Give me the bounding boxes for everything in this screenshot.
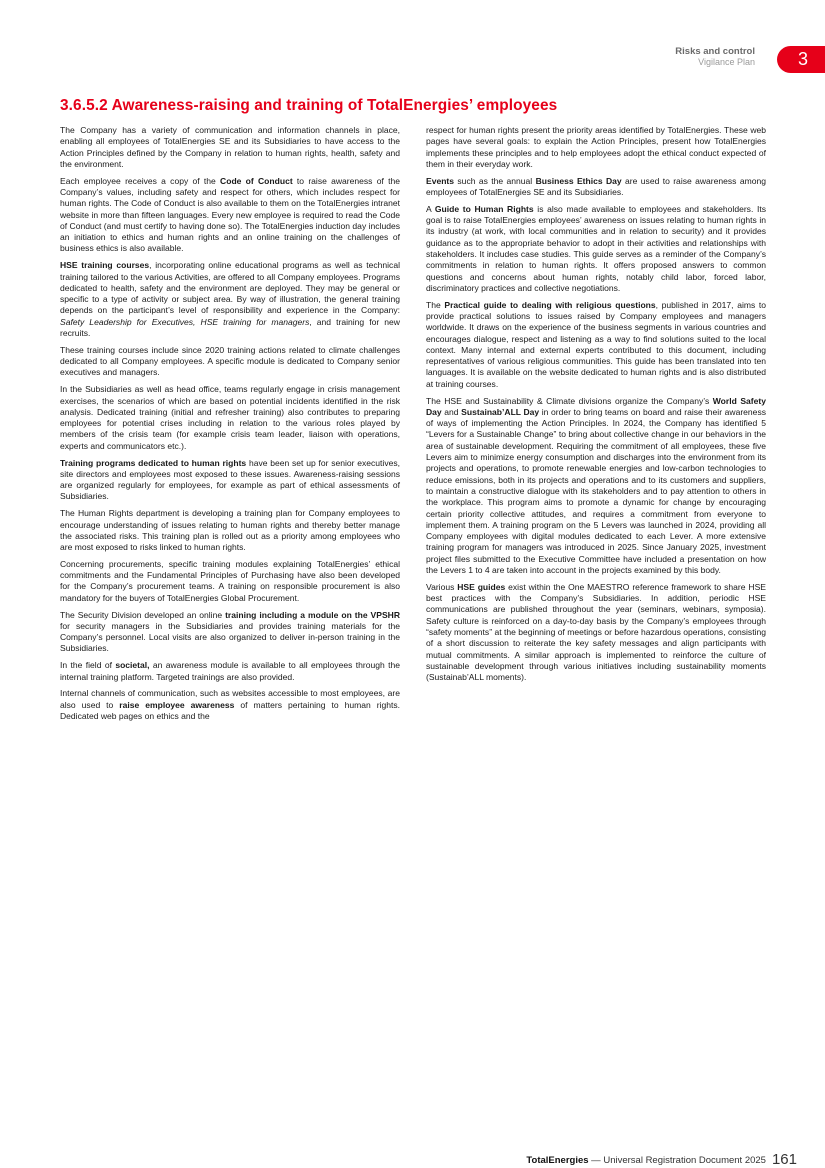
paragraph: In the Subsidiaries as well as head office, teams regularly engage in crisis management exercises, the scenarios of which are based on potential incidents identified in the risk analysis. Dedicated training (initial and refresher training) also contributes to preparing employees for potential crises including in relation to the various roles played by members of the crisis team (for example crisis team leader, liaison with operations, experts and communicators etc.). (60, 384, 400, 451)
paragraph: Various HSE guides exist within the One MAESTRO reference framework to share HSE best practices with the Company’s Subsidiaries. In addition, periodic HSE communications are published throughout the year (seminars, webinars, symposia). Safety culture is reinforced on a day-to-day basis by the Company’s employees through “safety moments” at the beginning of meetings or before hazardous operations, consisting of a short discussion to reiterate the key safety messages and align participants with mutual commitments. A similar approach is implemented to reinforce the culture of sustainable development through various initiatives including sustainability moments (Sustainab’ALL moments). (426, 581, 766, 683)
left-column (60, 125, 400, 728)
paragraph: Training programs dedicated to human rights have been set up for senior executives, site directors and employees most exposed to these issues. Awareness-raising sessions are organized regularly for employees, for example as part of ethical assessments of Subsidiaries. (60, 457, 400, 502)
footer-separator: — (588, 1155, 604, 1166)
paragraph: The HSE and Sustainability & Climate divisions organize the Company’s World Safety Day and Sustainab’ALL Day in order to bring teams on board and raise their awareness of ways of implementing the Action Principles. In 2024, the Company has identified 5 “Levers for a Sustainable Change” to bring about collective change in our behaviors in the area of sustainable development. Requiring the commitment of all employees, these five Levers aim to minimize energy consumption and discharges into the environment from its projects and operations, to promote renewable energies and low-carbon technologies to reduce emissions, both in its projects and operations and to its customers and suppliers, to maintain a constructive dialogue with its stakeholders and to pay attention to others in the workplace. This program aims to promote a dynamic for change by encouraging certain priority collective attitudes, and requires a commitment from everyone to implement them. A training program on the 5 Levers was launched in 2024, providing all Company employees with digital modules dedicated to each Lever. A more extensive training program for managers was introduced in 2025. Since January 2025, investment project files submitted to the Executive Committee have included a presentation on how the Levers 1 to 4 are taken into account in the projects examined by this body. (426, 395, 766, 575)
paragraph: These training courses include since 2020 training actions related to climate challenges dedicated to all Company employees. A specific module is dedicated to Company senior executives and managers. (60, 344, 400, 378)
header-chapter-title: Risks and control (675, 46, 755, 57)
paragraph: The Company has a variety of communication and information channels in place, enabling all employees of TotalEnergies SE and its Subsidiaries to have access to the Action Principles defined by the Company in relation to human rights, health, safety and the environment. (60, 125, 400, 169)
section-title: 3.6.5.2 Awareness-raising and training of TotalEnergies’ employees (60, 97, 558, 114)
running-header (675, 46, 755, 68)
paragraph: Internal channels of communication, such as websites accessible to most employees, are also used to raise employee awareness of matters pertaining to human rights. Dedicated web pages on ethics and the (60, 688, 400, 721)
chapter-number-tab: 3 (777, 46, 825, 73)
paragraph: The Security Division developed an online training including a module on the VPSHR for security managers in the Subsidiaries and provides training materials for the Company’s personnel. Local visits are also organized to deliver in-person training in the Subsidiaries. (60, 609, 400, 654)
header-subtitle: Vigilance Plan (698, 57, 755, 67)
paragraph: HSE training courses, incorporating online educational programs as well as technical training tailored to the various Activities, are offered to all Company employees. Programs dedicated to health, safety and the environment are deployed. They may be general or specific to a type of activity or subject area. By way of illustration, the general training depends on the participant’s level of responsibility and experience in the Company: Safety Leadership for Executives, HSE training for managers, and training for new recruits. (60, 260, 400, 339)
footer-document-title: Universal Registration Document 2025 (603, 1155, 766, 1166)
paragraph: Each employee receives a copy of the Code of Conduct to raise awareness of the Company’s values, including safety and respect for others, which includes respect for human rights. The Code of Conduct is also available to them on the TotalEnergies intranet website in more than fifteen languages. Every new employee is required to read the Code of Conduct (and must certify to having done so). The TotalEnergies induction day includes an initiation to ethics and human rights and an online training on the challenges of business ethics is also available. (60, 175, 400, 254)
footer-brand: TotalEnergies (526, 1155, 589, 1166)
paragraph: Concerning procurements, specific training modules explaining TotalEnergies’ ethical commitments and the Fundamental Principles of Purchasing have also been developed for the Company’s procurement teams. A training on responsible procurement is also mandatory for the buyers of TotalEnergies Global Procurement. (60, 558, 400, 603)
paragraph: Events such as the annual Business Ethics Day are used to raise awareness among employees of TotalEnergies SE and its Subsidiaries. (426, 175, 766, 197)
paragraph: The Human Rights department is developing a training plan for Company employees to encourage understanding of issues relating to human rights and thereby better manage the associated risks. This training plan is rolled out as a priority among employees who are most exposed to risks linked to human rights. (60, 508, 400, 553)
page-number: 161 (771, 1151, 797, 1168)
page-footer (526, 1150, 797, 1168)
paragraph: In the field of societal, an awareness module is available to all employees through the internal training platform. Targeted trainings are also provided. (60, 660, 400, 682)
paragraph: A Guide to Human Rights is also made available to employees and stakeholders. Its goal is to raise TotalEnergies employees’ awareness on issues relating to human rights in its industry (at work, with local communities and in relation to security) and it provides guidance as to the appropriate behavior to adopt in their activities and relationships with stakeholders. It includes case studies. This guide serves as a reminder of the Company’s commitments in relation to human rights. It offers proposed answers to common questions and concerns about human rights, notably child labor, forced labor, discriminatory practices and collective negotiations. (426, 203, 766, 293)
right-column (426, 125, 766, 689)
paragraph: respect for human rights present the priority areas identified by TotalEnergies. These web pages have several goals: to explain the Action Principles, present how TotalEnergies implements these principles and to help employees adopt the ethical conduct expected of them in their everyday work. (426, 125, 766, 169)
paragraph: The Practical guide to dealing with religious questions, published in 2017, aims to provide practical solutions to issues raised by Company employees and managers worldwide. It draws on the experience of the business segments in various countries and encourages dialogue, respect and listening as a way to find solutions suited to the local context. Many internal and external experts contributed to this document, including representatives of various religious communities. This guide has been translated into ten languages. It is available on the website dedicated to human rights and is also distributed at training courses. (426, 299, 766, 389)
